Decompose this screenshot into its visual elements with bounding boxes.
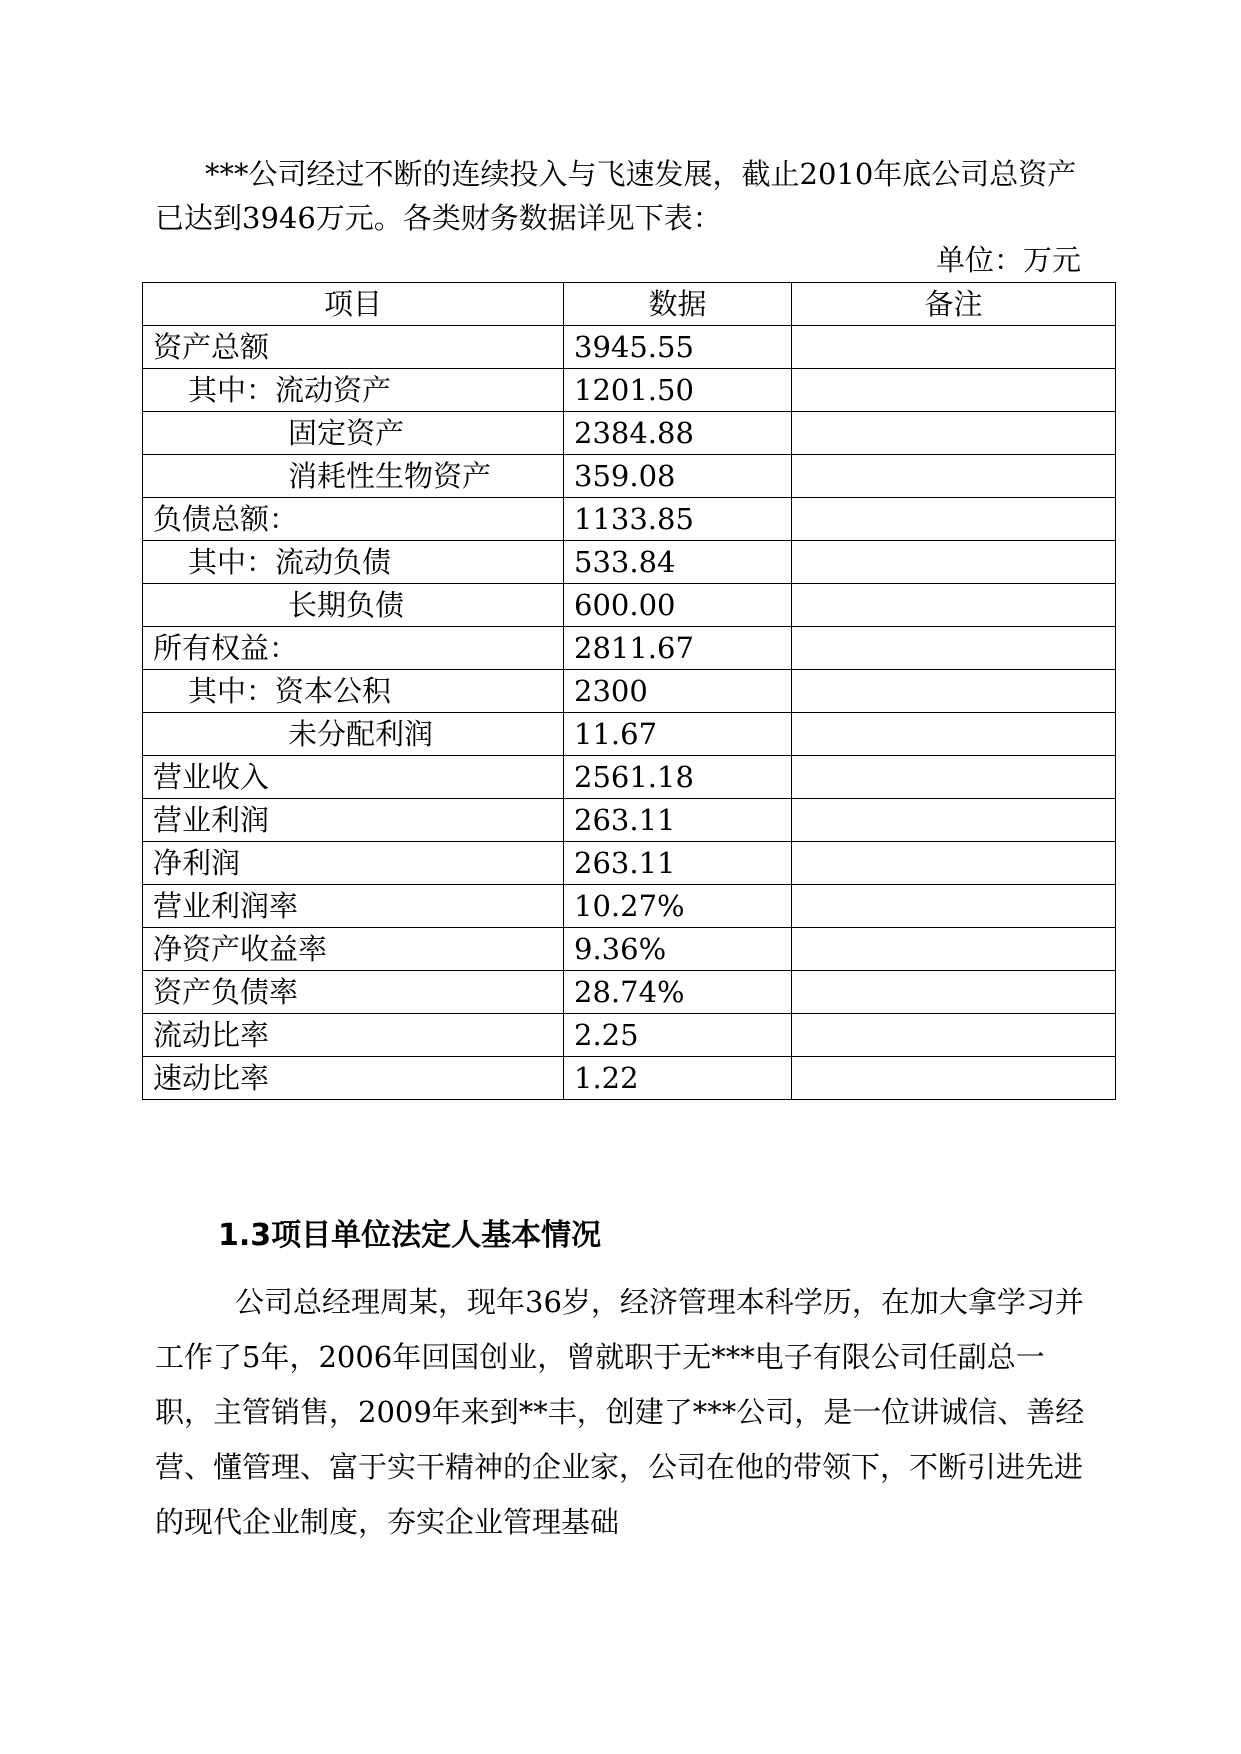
table-row [143,670,1116,713]
row-note [792,713,1116,756]
table-row [143,1014,1116,1057]
table-row [143,756,1116,799]
row-note [792,971,1116,1014]
row-item: 净资产收益率 [143,928,564,971]
row-note [792,1057,1116,1100]
row-value: 1.22 [564,1057,792,1100]
row-item: 流动比率 [143,1014,564,1057]
row-item: 未分配利润 [143,713,564,756]
header-item: 项目 [143,283,564,326]
row-item: 营业利润 [143,799,564,842]
row-value: 2.25 [564,1014,792,1057]
row-note [792,627,1116,670]
header-note: 备注 [792,283,1116,326]
row-item: 消耗性生物资产 [143,455,564,498]
row-item: 资产负债率 [143,971,564,1014]
row-item: 其中：资本公积 [143,670,564,713]
row-value: 2811.67 [564,627,792,670]
row-value: 2384.88 [564,412,792,455]
table-header-row [143,283,1116,326]
table-row [143,627,1116,670]
table-row [143,584,1116,627]
row-value: 533.84 [564,541,792,584]
table-row [143,326,1116,369]
table-row [143,1057,1116,1100]
row-item: 资产总额 [143,326,564,369]
table-row [143,541,1116,584]
row-value: 1133.85 [564,498,792,541]
table-row [143,971,1116,1014]
row-item: 长期负债 [143,584,564,627]
table-row [143,412,1116,455]
row-value: 2300 [564,670,792,713]
row-note [792,756,1116,799]
table-row [143,799,1116,842]
row-note [792,326,1116,369]
row-value: 2561.18 [564,756,792,799]
row-note [792,670,1116,713]
row-item: 负债总额： [143,498,564,541]
header-value: 数据 [564,283,792,326]
row-item: 所有权益： [143,627,564,670]
row-value: 359.08 [564,455,792,498]
table-row [143,713,1116,756]
row-value: 10.27% [564,885,792,928]
table-row [143,885,1116,928]
row-item: 营业利润率 [143,885,564,928]
table-row [143,455,1116,498]
row-note [792,1014,1116,1057]
intro-paragraph: ***公司经过不断的连续投入与飞速发展，截止2010年底公司总资产已达到3946万元。各类财务数据详见下表： [155,157,1077,235]
row-item: 固定资产 [143,412,564,455]
row-value: 28.74% [564,971,792,1014]
row-note [792,412,1116,455]
row-item: 净利润 [143,842,564,885]
bio-paragraph: 公司总经理周某，现年36岁，经济管理本科学历，在加大拿学习并工作了5年，2006年回国创业，曾就职于无***电子有限公司任副总一职，主管销售，2009年来到**丰，创建了***公司，是一位讲诚信、善经营、懂管理、富于实干精神的企业家，公司在他的带领下，不断引进先进的现代企业制度，夯实企业管理基础 [155,1285,1085,1539]
row-value: 263.11 [564,799,792,842]
table-row [143,369,1116,412]
row-note [792,369,1116,412]
unit-label: 单位：万元 [935,243,1081,277]
row-value: 600.00 [564,584,792,627]
financial-table [142,282,1116,1100]
section-heading: 1.3项目单位法定人基本情况 [218,1218,602,1253]
row-note [792,842,1116,885]
row-value: 1201.50 [564,369,792,412]
row-value: 263.11 [564,842,792,885]
row-note [792,498,1116,541]
row-value: 3945.55 [564,326,792,369]
row-value: 11.67 [564,713,792,756]
row-value: 9.36% [564,928,792,971]
row-note [792,541,1116,584]
row-note [792,885,1116,928]
row-note [792,455,1116,498]
row-note [792,584,1116,627]
row-note [792,799,1116,842]
row-item: 其中：流动资产 [143,369,564,412]
row-item: 其中：流动负债 [143,541,564,584]
table-row [143,842,1116,885]
row-item: 营业收入 [143,756,564,799]
row-item: 速动比率 [143,1057,564,1100]
table-row [143,498,1116,541]
row-note [792,928,1116,971]
table-row [143,928,1116,971]
